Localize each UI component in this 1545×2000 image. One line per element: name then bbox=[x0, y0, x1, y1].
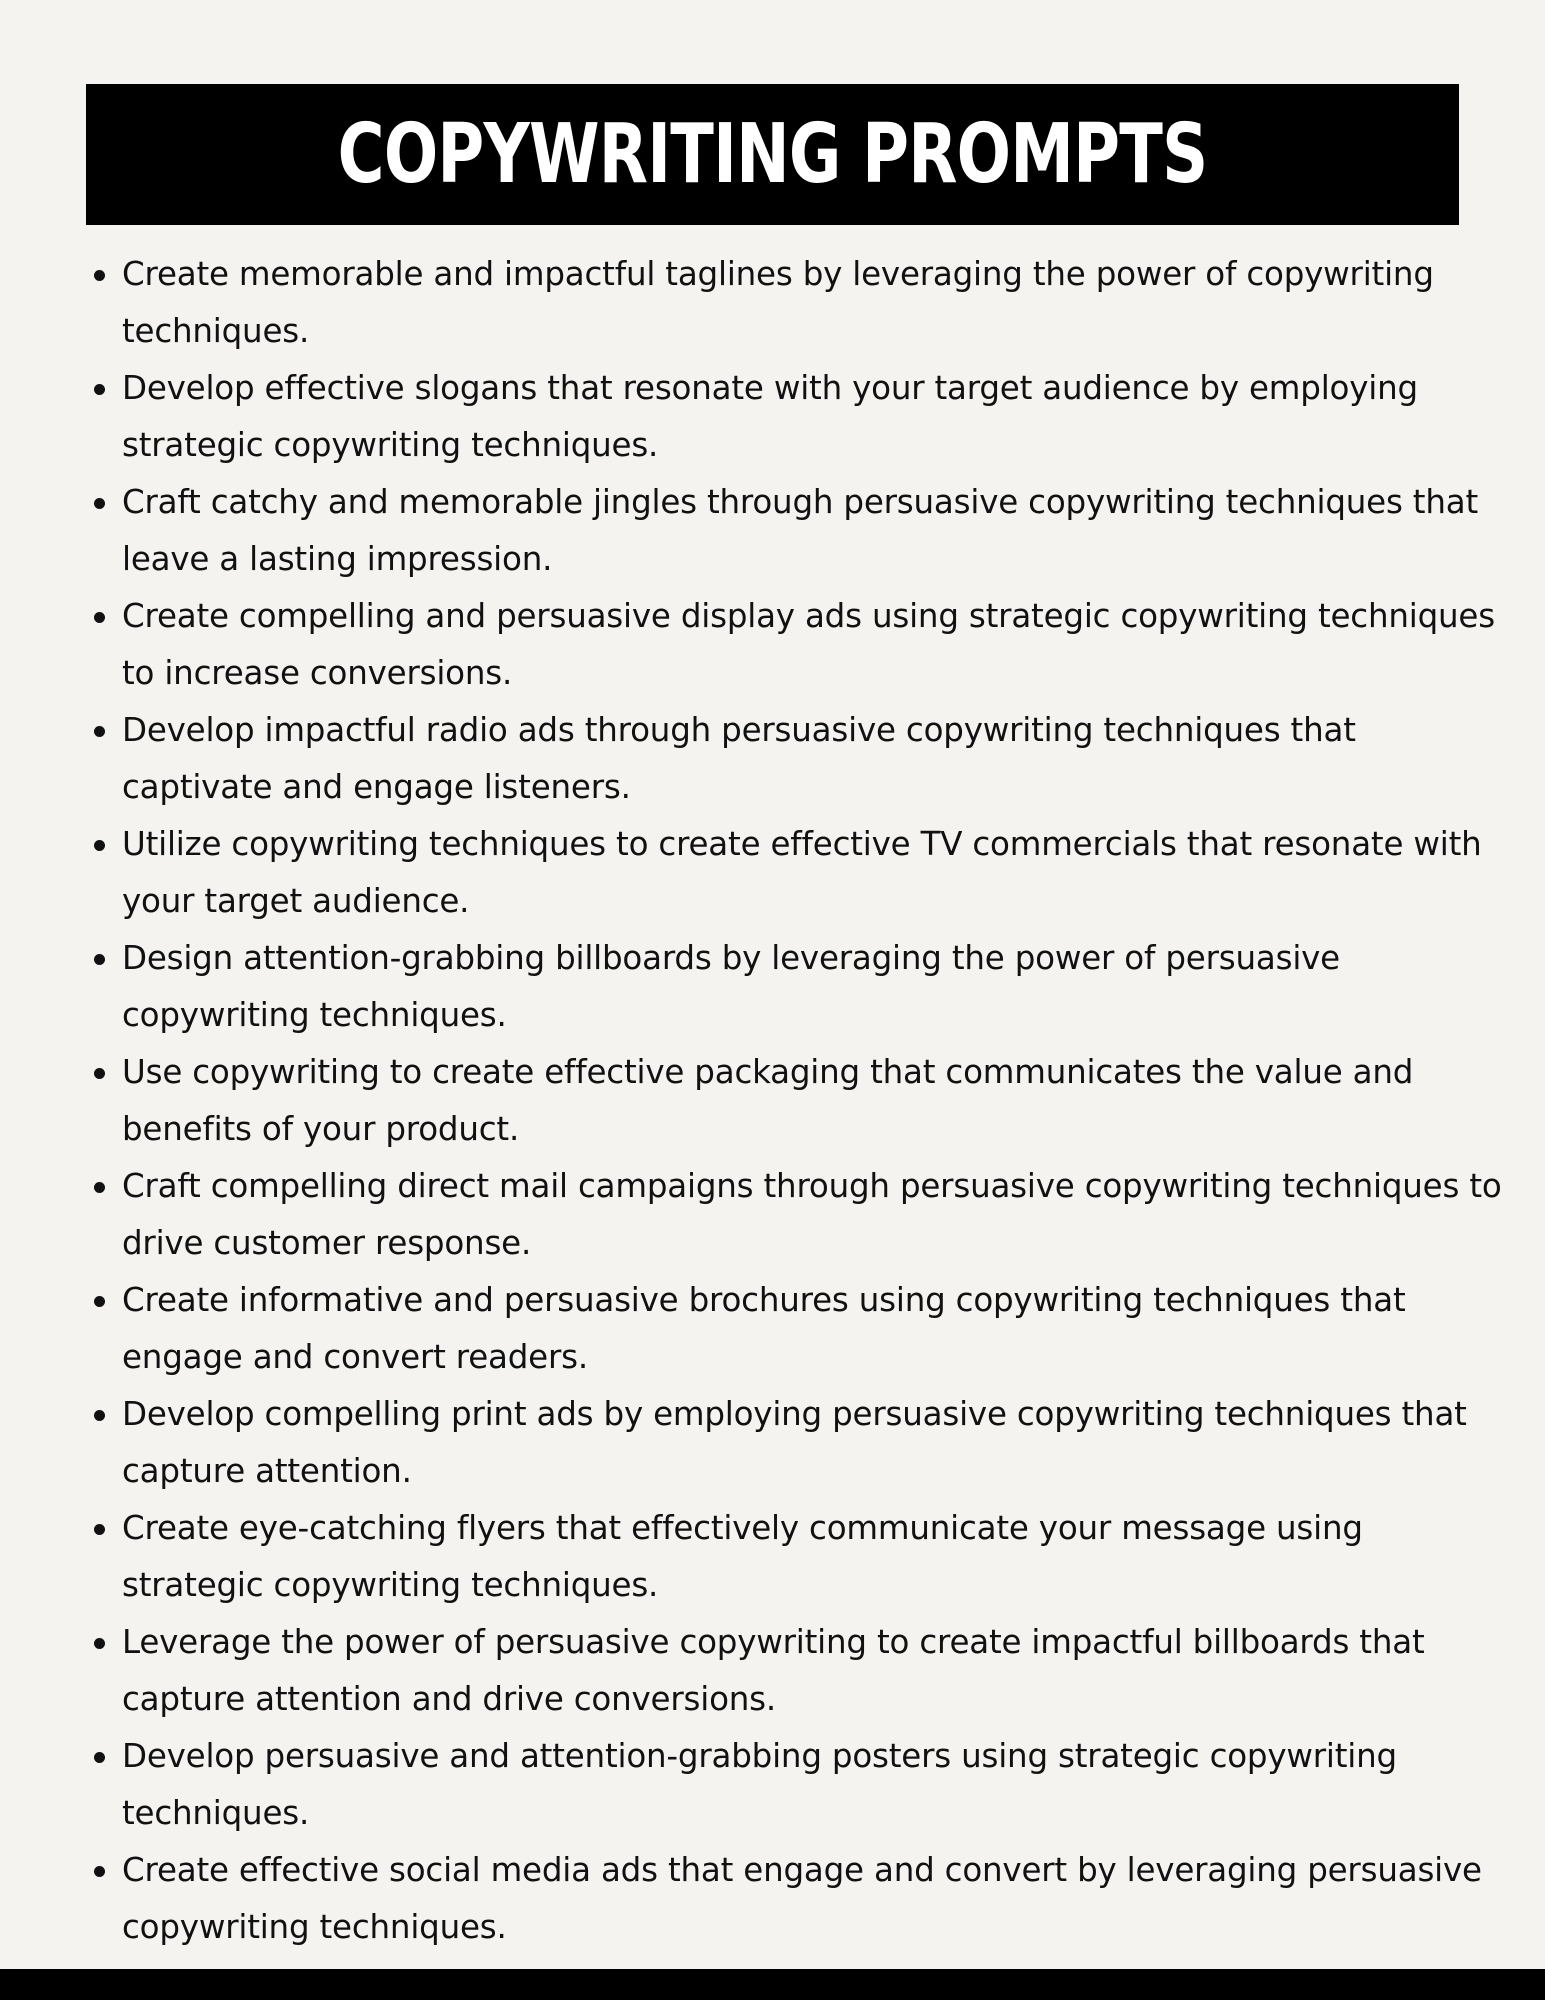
bullet-icon bbox=[94, 1296, 105, 1307]
prompt-text: Utilize copywriting techniques to create effective TV commercials that resonate with your target audience. bbox=[122, 825, 1482, 920]
prompt-text: Design attention-grabbing billboards by leveraging the power of persuasive copywriting techniques. bbox=[122, 939, 1340, 1034]
bullet-icon bbox=[94, 612, 105, 623]
bullet-icon bbox=[94, 1182, 105, 1193]
prompt-text: Develop persuasive and attention-grabbing posters using strategic copywriting techniques. bbox=[122, 1737, 1397, 1832]
prompt-text: Develop impactful radio ads through persuasive copywriting techniques that captivate and engage listeners. bbox=[122, 711, 1356, 806]
bullet-icon bbox=[94, 954, 105, 965]
prompt-text: Use copywriting to create effective packaging that communicates the value and benefits of your product. bbox=[122, 1053, 1414, 1148]
list-item bbox=[94, 1500, 1514, 1614]
bullet-icon bbox=[94, 1866, 105, 1877]
prompt-text: Create eye-catching flyers that effectively communicate your message using strategic copywriting techniques. bbox=[122, 1509, 1363, 1604]
list-item bbox=[94, 1842, 1514, 1956]
list-item bbox=[94, 588, 1514, 702]
bullet-icon bbox=[94, 270, 105, 281]
prompt-text: Leverage the power of persuasive copywriting to create impactful billboards that capture attention and drive conversions. bbox=[122, 1623, 1425, 1718]
list-item bbox=[94, 702, 1514, 816]
prompt-text: Craft catchy and memorable jingles through persuasive copywriting techniques that leave a lasting impression. bbox=[122, 483, 1479, 578]
bullet-icon bbox=[94, 1752, 105, 1763]
list-item bbox=[94, 474, 1514, 588]
bullet-icon bbox=[94, 498, 105, 509]
list-item bbox=[94, 1614, 1514, 1728]
prompt-text: Craft compelling direct mail campaigns through persuasive copywriting techniques to drive customer response. bbox=[122, 1167, 1502, 1262]
title-banner bbox=[86, 84, 1459, 225]
list-item bbox=[94, 816, 1514, 930]
bullet-icon bbox=[94, 1068, 105, 1079]
list-item bbox=[94, 360, 1514, 474]
footer-bar bbox=[0, 1969, 1545, 2000]
list-item bbox=[94, 1158, 1514, 1272]
prompt-text: Develop compelling print ads by employing persuasive copywriting techniques that capture attention. bbox=[122, 1395, 1467, 1490]
bullet-icon bbox=[94, 1638, 105, 1649]
list-item bbox=[94, 246, 1514, 360]
bullet-icon bbox=[94, 384, 105, 395]
list-item bbox=[94, 1386, 1514, 1500]
page-title: COPYWRITING PROMPTS bbox=[337, 107, 1208, 202]
prompt-text: Create effective social media ads that engage and convert by leveraging persuasive copywriting techniques. bbox=[122, 1851, 1482, 1946]
prompt-text: Create memorable and impactful taglines by leveraging the power of copywriting techniques. bbox=[122, 255, 1434, 350]
prompt-text: Develop effective slogans that resonate with your target audience by employing strategic copywriting techniques. bbox=[122, 369, 1418, 464]
prompt-text: Create informative and persuasive brochures using copywriting techniques that engage and convert readers. bbox=[122, 1281, 1406, 1376]
list-item bbox=[94, 930, 1514, 1044]
bullet-icon bbox=[94, 726, 105, 737]
prompt-text: Create compelling and persuasive display ads using strategic copywriting techniques to increase conversions. bbox=[122, 597, 1495, 692]
bullet-icon bbox=[94, 1524, 105, 1535]
list-item bbox=[94, 1044, 1514, 1158]
list-item bbox=[94, 1728, 1514, 1842]
list-item bbox=[94, 1272, 1514, 1386]
prompt-list bbox=[94, 246, 1514, 1956]
bullet-icon bbox=[94, 840, 105, 851]
bullet-icon bbox=[94, 1410, 105, 1421]
